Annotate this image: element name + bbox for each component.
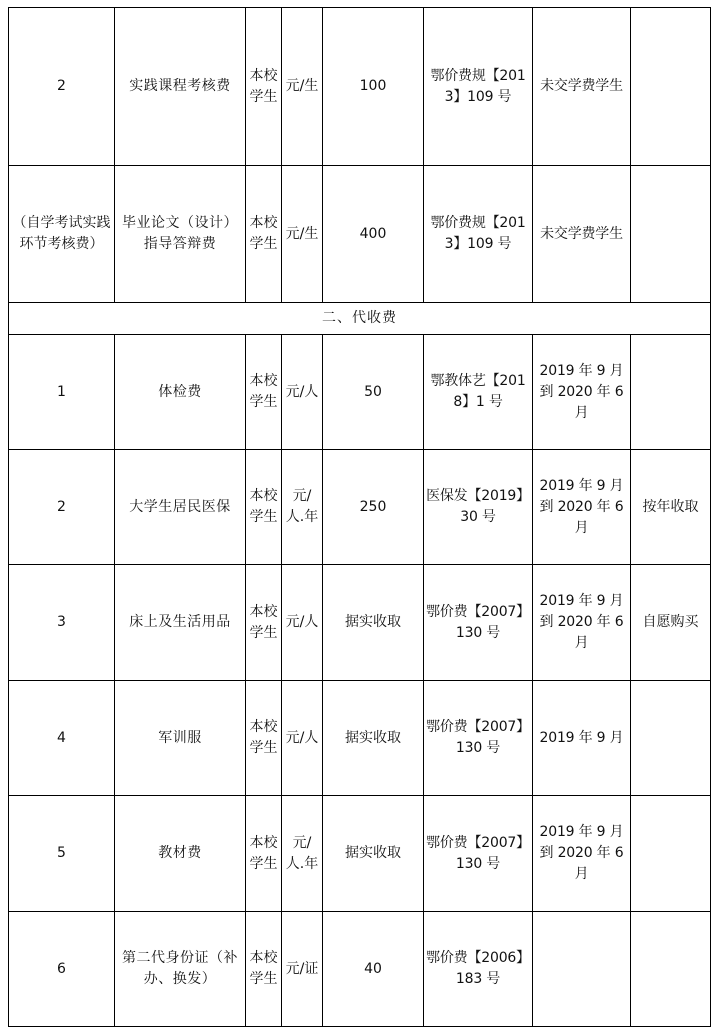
unit-cell: 元/人 [282, 681, 323, 796]
row-number-cell: 5 [9, 796, 115, 912]
fee-name-cell: 第二代身份证（补办、换发） [115, 912, 246, 1027]
row-number-cell: 2 [9, 450, 115, 565]
table-row [9, 335, 711, 450]
note-cell: 自愿购买 [631, 565, 711, 681]
basis-cell: 鄂价费【2006】183 号 [424, 912, 533, 1027]
target-cell: 本校学生 [246, 8, 282, 166]
fee-name-cell: 床上及生活用品 [115, 565, 246, 681]
note-cell [631, 796, 711, 912]
basis-cell: 鄂价费【2007】130 号 [424, 796, 533, 912]
unit-cell: 元/生 [282, 8, 323, 166]
row-number-cell: 4 [9, 681, 115, 796]
standard-cell: 据实收取 [323, 796, 424, 912]
fee-table [8, 7, 711, 1027]
unit-cell: 元/人 [282, 335, 323, 450]
time-cell: 2019 年 9 月到 2020 年 6 月 [533, 450, 631, 565]
time-cell: 2019 年 9 月到 2020 年 6 月 [533, 565, 631, 681]
row-number-cell: 6 [9, 912, 115, 1027]
basis-cell: 鄂教体艺【2018】1 号 [424, 335, 533, 450]
table-row [9, 681, 711, 796]
row-number-cell: 3 [9, 565, 115, 681]
fee-name-cell: 毕业论文（设计）指导答辩费 [115, 166, 246, 303]
note-cell [631, 335, 711, 450]
fee-name-cell: 实践课程考核费 [115, 8, 246, 166]
fee-name-cell: 军训服 [115, 681, 246, 796]
time-cell [533, 912, 631, 1027]
row-number-cell: 2 [9, 8, 115, 166]
table-row [9, 450, 711, 565]
target-cell: 本校学生 [246, 335, 282, 450]
time-cell: 未交学费学生 [533, 8, 631, 166]
table-row [9, 8, 711, 166]
target-cell: 本校学生 [246, 565, 282, 681]
fee-name-cell: 大学生居民医保 [115, 450, 246, 565]
standard-cell: 400 [323, 166, 424, 303]
time-cell: 未交学费学生 [533, 166, 631, 303]
fee-table-sheet [8, 7, 710, 1027]
table-row [9, 166, 711, 303]
basis-cell: 鄂价费规【2013】109 号 [424, 8, 533, 166]
fee-name-cell: 体检费 [115, 335, 246, 450]
row-number-cell: 1 [9, 335, 115, 450]
standard-cell: 据实收取 [323, 681, 424, 796]
basis-cell: 鄂价费【2007】130 号 [424, 681, 533, 796]
section-heading-row [9, 303, 711, 335]
basis-cell: 鄂价费【2007】130 号 [424, 565, 533, 681]
target-cell: 本校学生 [246, 796, 282, 912]
standard-cell: 50 [323, 335, 424, 450]
standard-cell: 40 [323, 912, 424, 1027]
fee-name-cell: 教材费 [115, 796, 246, 912]
unit-cell: 元/生 [282, 166, 323, 303]
time-cell: 2019 年 9 月 [533, 681, 631, 796]
unit-cell: 元/人.年 [282, 796, 323, 912]
note-cell: 按年收取 [631, 450, 711, 565]
row-number-cell: （自学考试实践环节考核费） [9, 166, 115, 303]
section-heading: 二、代收费 [9, 303, 711, 335]
note-cell [631, 912, 711, 1027]
basis-cell: 鄂价费规【2013】109 号 [424, 166, 533, 303]
note-cell [631, 166, 711, 303]
basis-cell: 医保发【2019】30 号 [424, 450, 533, 565]
target-cell: 本校学生 [246, 450, 282, 565]
time-cell: 2019 年 9 月到 2020 年 6 月 [533, 335, 631, 450]
unit-cell: 元/证 [282, 912, 323, 1027]
target-cell: 本校学生 [246, 166, 282, 303]
unit-cell: 元/人 [282, 565, 323, 681]
unit-cell: 元/人.年 [282, 450, 323, 565]
table-row [9, 796, 711, 912]
target-cell: 本校学生 [246, 912, 282, 1027]
target-cell: 本校学生 [246, 681, 282, 796]
standard-cell: 100 [323, 8, 424, 166]
table-row [9, 912, 711, 1027]
table-row [9, 565, 711, 681]
standard-cell: 据实收取 [323, 565, 424, 681]
standard-cell: 250 [323, 450, 424, 565]
note-cell [631, 681, 711, 796]
note-cell [631, 8, 711, 166]
time-cell: 2019 年 9 月到 2020 年 6 月 [533, 796, 631, 912]
